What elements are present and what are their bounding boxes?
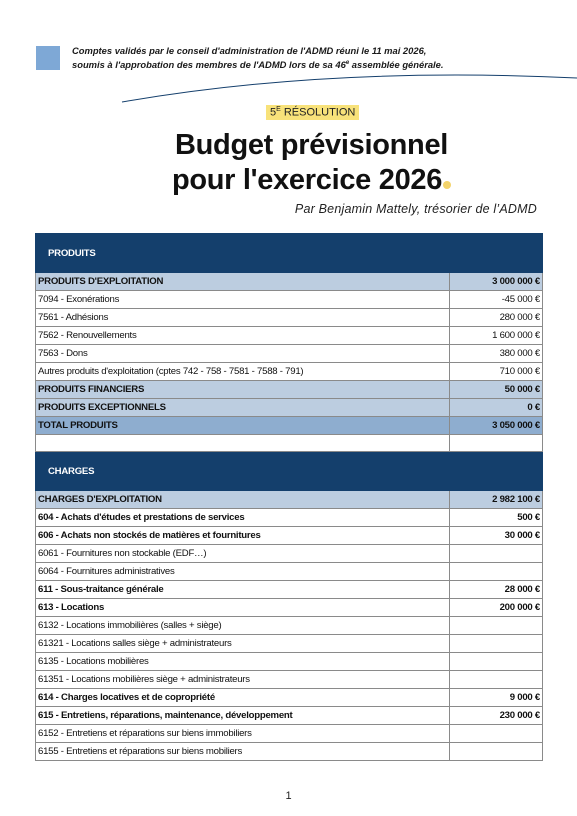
table-row: 6155 - Entretiens et réparations sur biens mobiliers xyxy=(36,743,543,761)
yellow-dot xyxy=(443,181,451,189)
table-row: 615 - Entretiens, réparations, maintenance, développement 230 000 € xyxy=(36,707,543,725)
charges-header: CHARGES xyxy=(36,452,450,491)
table-row: 6064 - Fournitures administratives xyxy=(36,563,543,581)
produits-header: PRODUITS xyxy=(36,234,450,273)
decorative-square xyxy=(36,46,60,70)
table-row: CHARGES D'EXPLOITATION 2 982 100 € xyxy=(36,491,543,509)
table-row: 7094 - Exonérations -45 000 € xyxy=(36,291,543,309)
page-title-line2: pour l'exercice 2026 xyxy=(0,163,577,197)
resolution-label: $5^E$ RÉSOLUTION xyxy=(266,105,359,120)
header-note xyxy=(72,45,492,71)
page-title-line1: Budget prévisionnel xyxy=(174,129,449,161)
table-row: PRODUITS FINANCIERS 50 000 € xyxy=(36,381,543,399)
table-row: 6132 - Locations immobilières (salles + siège) xyxy=(36,617,543,635)
table-row: 606 - Achats non stockés de matières et fournitures 30 000 € xyxy=(36,527,543,545)
budget-table xyxy=(35,233,543,761)
table-row: PRODUITS D'EXPLOITATION 3 000 000 € xyxy=(36,273,543,291)
table-row: 61351 - Locations mobilières siège + administrateurs xyxy=(36,671,543,689)
header-note-line1: Comptes validés par le conseil d'administration de l'ADMD réuni le 11 mai 2026, xyxy=(72,45,427,56)
table-row: 6152 - Entretiens et réparations sur biens immobiliers xyxy=(36,725,543,743)
page-number: 1 xyxy=(285,790,292,802)
byline: Par Benjamin Mattely, trésorier de l’ADMD xyxy=(294,202,537,216)
header-note-line2: soumis à l'approbation des membres de l'ADMD lors de sa 46e assemblée générale. xyxy=(72,59,444,71)
total-row: TOTAL PRODUITS 3 050 000 € xyxy=(36,417,543,435)
table-row: 6135 - Locations mobilières xyxy=(36,653,543,671)
table-row: 61321 - Locations salles siège + administrateurs xyxy=(36,635,543,653)
spacer-row xyxy=(36,435,543,452)
table-row: 613 - Locations 200 000 € xyxy=(36,599,543,617)
charges-header-row xyxy=(36,452,543,491)
produits-header-row xyxy=(36,234,543,273)
table-row: 6061 - Fournitures non stockable (EDF…) xyxy=(36,545,543,563)
table-row: 614 - Charges locatives et de copropriété 9 000 € xyxy=(36,689,543,707)
table-row: PRODUITS EXCEPTIONNELS 0 € xyxy=(36,399,543,417)
table-row: 604 - Achats d'études et prestations de services 500 € xyxy=(36,509,543,527)
table-row: Autres produits d'exploitation (cptes 742 - 758 - 7581 - 7588 - 791) 710 000 € xyxy=(36,363,543,381)
table-row: 611 - Sous-traitance générale 28 000 € xyxy=(36,581,543,599)
table-row: 7563 - Dons 380 000 € xyxy=(36,345,543,363)
table-row: 7562 - Renouvellements 1 600 000 € xyxy=(36,327,543,345)
table-row: 7561 - Adhésions 280 000 € xyxy=(36,309,543,327)
